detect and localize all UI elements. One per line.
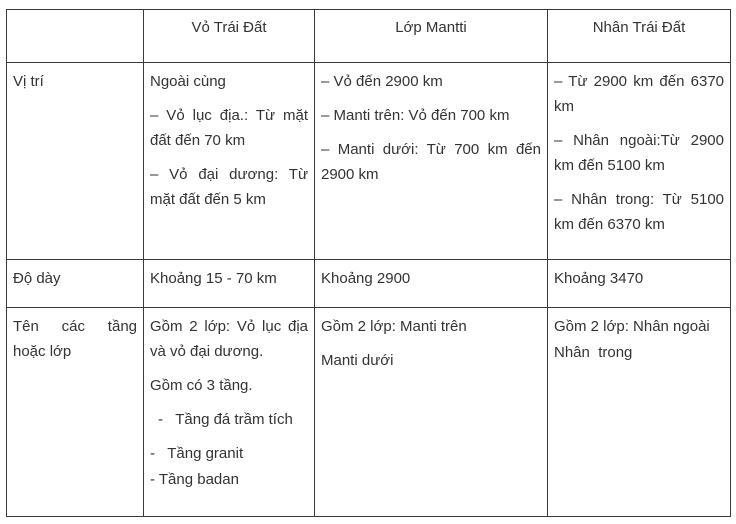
row-label-layer-names: Tên các tầng hoặc lớp [7,308,144,517]
cell-core-layer-names [548,308,731,517]
cell-core-position [548,63,731,260]
cell-mantle-thickness: Khoảng 2900 [315,260,548,308]
table-row-position [7,63,731,260]
earth-layers-table [6,9,731,517]
mantle-layer-line: Gồm 2 lớp: Manti trên [321,318,467,335]
crust-position-line: Ngoài cùng [150,73,226,90]
table-row-thickness [7,260,731,308]
cell-mantle-position [315,63,548,260]
crust-layer-line: - Tầng đá trầm tích [158,411,293,428]
crust-position-line: – Vỏ đại dương: Từ mặt đất đến 5 km [150,166,308,208]
cell-mantle-layer-names [315,308,548,517]
header-mantle: Lớp Mantti [315,10,548,63]
cell-crust-position [144,63,315,260]
crust-layer-line: Gồm có 3 tầng. [150,377,253,394]
cell-crust-layer-names [144,308,315,517]
mantle-position-line: – Vỏ đến 2900 km [321,73,443,90]
row-label-thickness: Độ dày [7,260,144,308]
core-position-line: – Từ 2900 km đến 6370 km [554,73,724,115]
mantle-layer-line: Manti dưới [321,352,394,369]
core-position-line: – Nhân ngoài:Từ 2900 km đến 5100 km [554,132,724,174]
crust-layer-line: - Tầng badan [150,471,239,488]
crust-position-line: – Vỏ lục địa.: Từ mặt đất đến 70 km [150,107,308,149]
crust-layer-line: Gồm 2 lớp: Vỏ lục địa và vỏ đại dương. [150,318,308,360]
header-empty [7,10,144,63]
cell-crust-thickness: Khoảng 15 - 70 km [144,260,315,308]
core-position-line: – Nhân trong: Từ 5100 km đến 6370 km [554,191,724,233]
crust-layer-line: - Tầng granit [150,445,244,462]
mantle-position-line: – Manti trên: Vỏ đến 700 km [321,107,510,124]
header-crust: Vỏ Trái Đất [144,10,315,63]
core-layer-line: Nhân trong [554,344,633,361]
core-layer-line: Gồm 2 lớp: Nhân ngoài [554,318,710,335]
row-label-position: Vị trí [7,63,144,260]
header-core: Nhân Trái Đất [548,10,731,63]
cell-core-thickness: Khoảng 3470 [548,260,731,308]
mantle-position-line: – Manti dưới: Từ 700 km đến 2900 km [321,141,541,183]
table-row-layer-names [7,308,731,517]
header-row [7,10,731,63]
